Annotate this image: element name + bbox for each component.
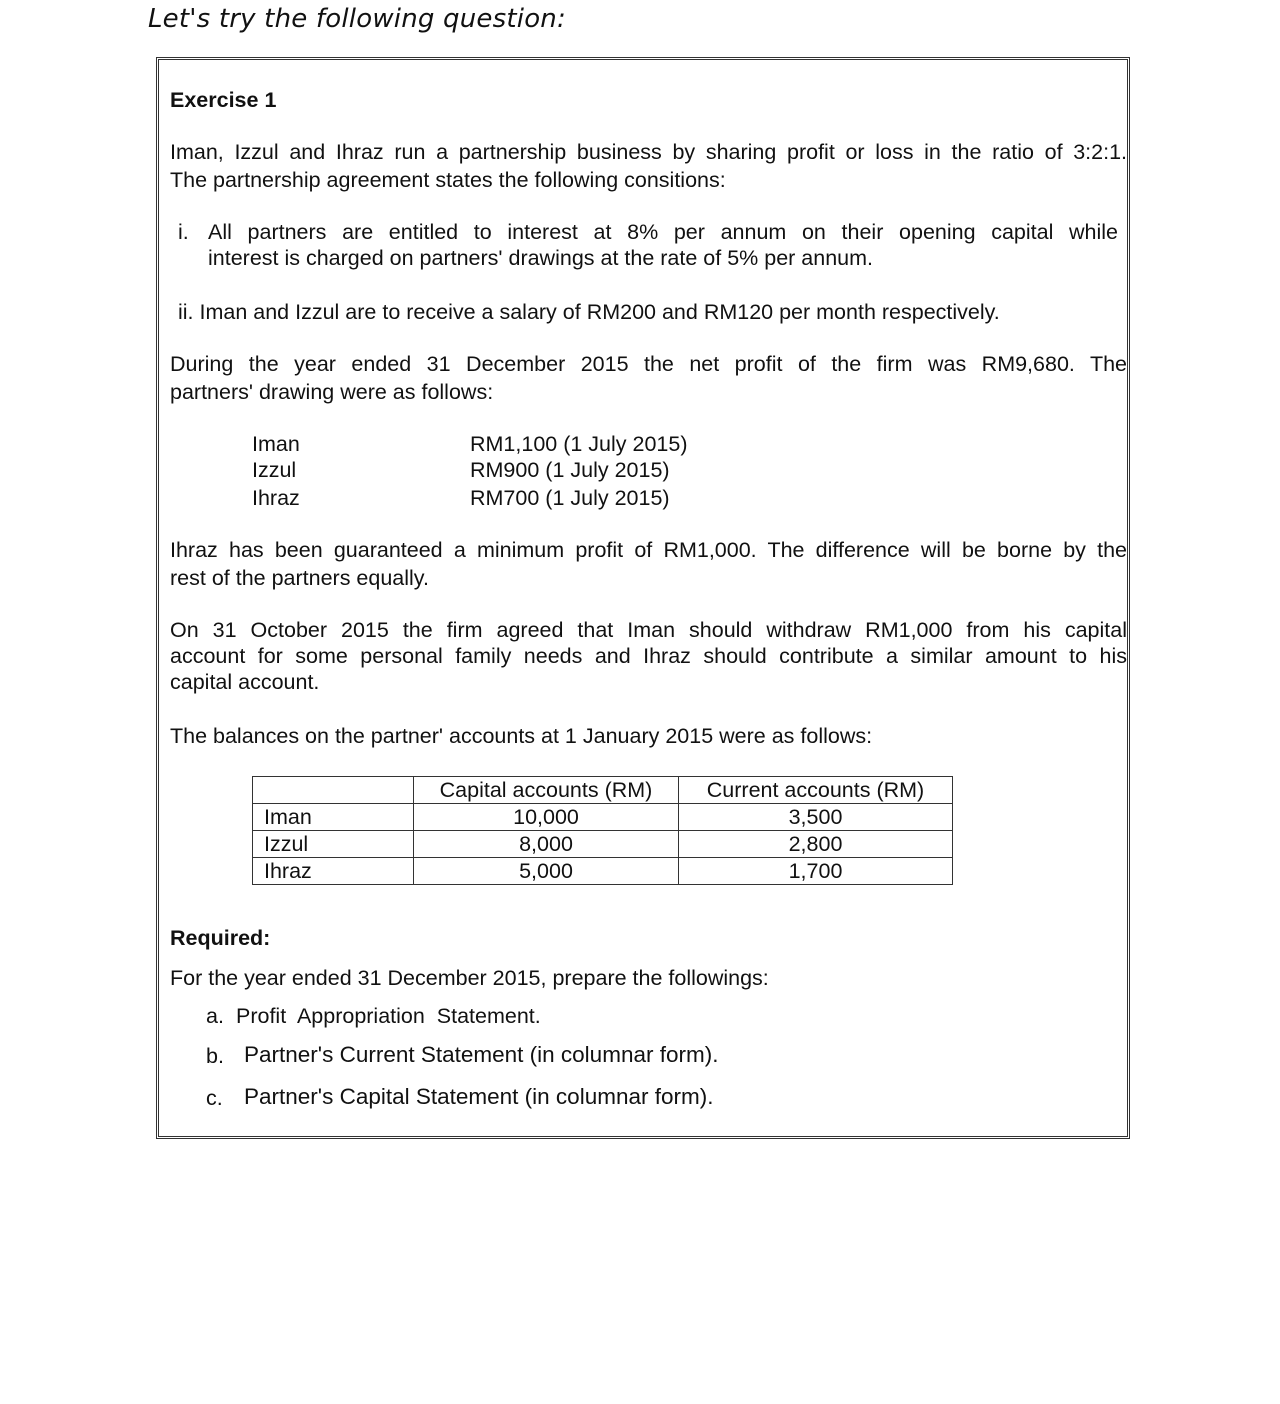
drawing-amount: RM900 (1 July 2015): [470, 458, 670, 482]
condition-marker: i.: [178, 220, 189, 244]
table-row: [253, 831, 953, 858]
table-header: [253, 777, 414, 804]
drawing-name: Ihraz: [252, 486, 300, 510]
profit-line: During the year ended 31 December 2015 the net profit of the firm was RM9,680. The: [170, 352, 1127, 376]
exercise-title: Exercise 1: [170, 88, 277, 112]
partner-name: Izzul: [253, 831, 414, 858]
balances-intro: The balances on the partner' accounts at 1 January 2015 were as follows:: [170, 724, 873, 748]
table-row: [253, 858, 953, 885]
drawing-amount: RM1,100 (1 July 2015): [470, 432, 688, 456]
current-value: 1,700: [679, 858, 953, 885]
drawing-amount: RM700 (1 July 2015): [470, 486, 670, 510]
profit-line: partners' drawing were as follows:: [170, 380, 494, 404]
withdraw-line: capital account.: [170, 670, 320, 694]
capital-value: 8,000: [414, 831, 679, 858]
capital-value: 10,000: [414, 804, 679, 831]
table-header: Capital accounts (RM): [414, 777, 679, 804]
required-item: Partner's Capital Statement (in columnar form).: [244, 1084, 714, 1109]
drawing-name: Izzul: [252, 458, 297, 482]
table-header: Current accounts (RM): [679, 777, 953, 804]
condition-line: All partners are entitled to interest at 8% per annum on their opening capital while: [208, 220, 1118, 244]
partner-name: Ihraz: [253, 858, 414, 885]
required-marker: b.: [206, 1044, 224, 1068]
condition-ii: ii. Iman and Izzul are to receive a salary of RM200 and RM120 per month respectively.: [178, 300, 1000, 324]
required-label: Required:: [170, 926, 271, 950]
intro-line: Iman, Izzul and Ihraz run a partnership business by sharing profit or loss in the ratio of 3:2:1.: [170, 140, 1127, 164]
intro-line: The partnership agreement states the following consitions:: [170, 168, 726, 192]
required-marker: c.: [206, 1086, 223, 1110]
guarantee-line: Ihraz has been guaranteed a minimum profit of RM1,000. The difference will be borne by the: [170, 538, 1127, 562]
withdraw-line: account for some personal family needs and Ihraz should contribute a similar amount to his: [170, 644, 1127, 668]
required-item: Partner's Current Statement (in columnar form).: [244, 1042, 719, 1067]
partner-name: Iman: [253, 804, 414, 831]
balances-table: [252, 776, 953, 885]
required-intro: For the year ended 31 December 2015, prepare the followings:: [170, 966, 769, 990]
drawing-name: Iman: [252, 432, 300, 456]
withdraw-line: On 31 October 2015 the firm agreed that Iman should withdraw RM1,000 from his capital: [170, 618, 1127, 642]
required-item: Profit Appropriation Statement.: [236, 1004, 541, 1028]
required-marker: a.: [206, 1004, 224, 1028]
current-value: 2,800: [679, 831, 953, 858]
capital-value: 5,000: [414, 858, 679, 885]
page-heading: Let's try the following question:: [148, 4, 566, 34]
table-header-row: [253, 777, 953, 804]
guarantee-line: rest of the partners equally.: [170, 566, 429, 590]
table-row: [253, 804, 953, 831]
current-value: 3,500: [679, 804, 953, 831]
condition-line: interest is charged on partners' drawings at the rate of 5% per annum.: [208, 246, 873, 270]
